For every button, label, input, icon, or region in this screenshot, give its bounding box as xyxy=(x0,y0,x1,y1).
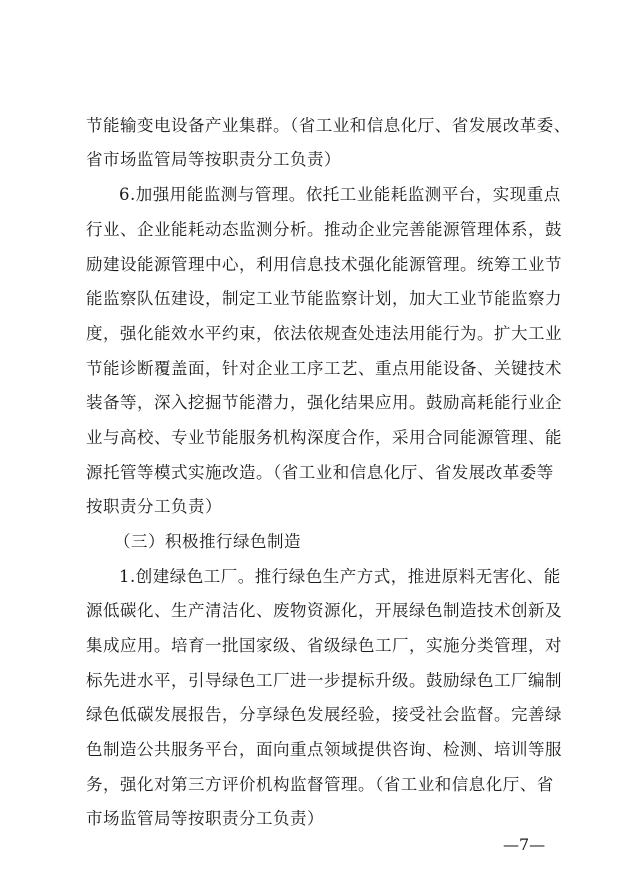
body-text-line: 业与高校、专业节能服务机构深度合作，采用合同能源管理、能 xyxy=(86,428,562,447)
page-number: —7— xyxy=(503,835,546,854)
body-text-line: 源托管等模式实施改造。（省工业和信息化厅、省发展改革委等 xyxy=(86,463,554,482)
body-text-line: 市场监管局等按职责分工负责） xyxy=(86,809,324,828)
body-text-line: 按职责分工负责） xyxy=(86,497,222,516)
body-text-line: 装备等，深入挖掘节能潜力，强化结果应用。鼓励高耗能行业企 xyxy=(86,393,562,412)
body-text-line: 节能输变电设备产业集群。（省工业和信息化厅、省发展改革委、 xyxy=(86,116,571,135)
section-heading: （三）积极推行绿色制造 xyxy=(114,532,301,551)
body-text-line: 标先进水平，引导绿色工厂进一步提标升级。鼓励绿色工厂编制 xyxy=(86,671,562,690)
body-text-line: 能监察队伍建设，制定工业节能监察计划，加大工业节能监察力 xyxy=(86,289,562,308)
body-text-line: 绿色低碳发展报告，分享绿色发展经验，接受社会监督。完善绿 xyxy=(86,705,562,724)
body-text-line: 集成应用。培育一批国家级、省级绿色工厂，实施分类管理，对 xyxy=(86,636,562,655)
body-text-line: 色制造公共服务平台，面向重点领域提供咨询、检测、培训等服 xyxy=(86,740,562,759)
body-text-line: 务，强化对第三方评价机构监督管理。（省工业和信息化厅、省 xyxy=(86,775,554,794)
body-text-line: 6.加强用能监测与管理。依托工业能耗监测平台，实现重点 xyxy=(119,185,561,204)
body-text-line: 励建设能源管理中心，利用信息技术强化能源管理。统筹工业节 xyxy=(86,255,562,274)
body-text-line: 源低碳化、生产清洁化、废物资源化，开展绿色制造技术创新及 xyxy=(86,601,562,620)
body-text-line: 节能诊断覆盖面，针对企业工序工艺、重点用能设备、关键技术 xyxy=(86,359,562,378)
body-text-line: 省市场监管局等按职责分工负责） xyxy=(86,150,341,169)
body-text-line: 1.创建绿色工厂。推行绿色生产方式，推进原料无害化、能 xyxy=(119,567,561,586)
body-text-line: 度，强化能效水平约束，依法依规查处违法用能行为。扩大工业 xyxy=(86,324,562,343)
body-text-line: 行业、企业能耗动态监测分析。推动企业完善能源管理体系，鼓 xyxy=(86,220,562,239)
